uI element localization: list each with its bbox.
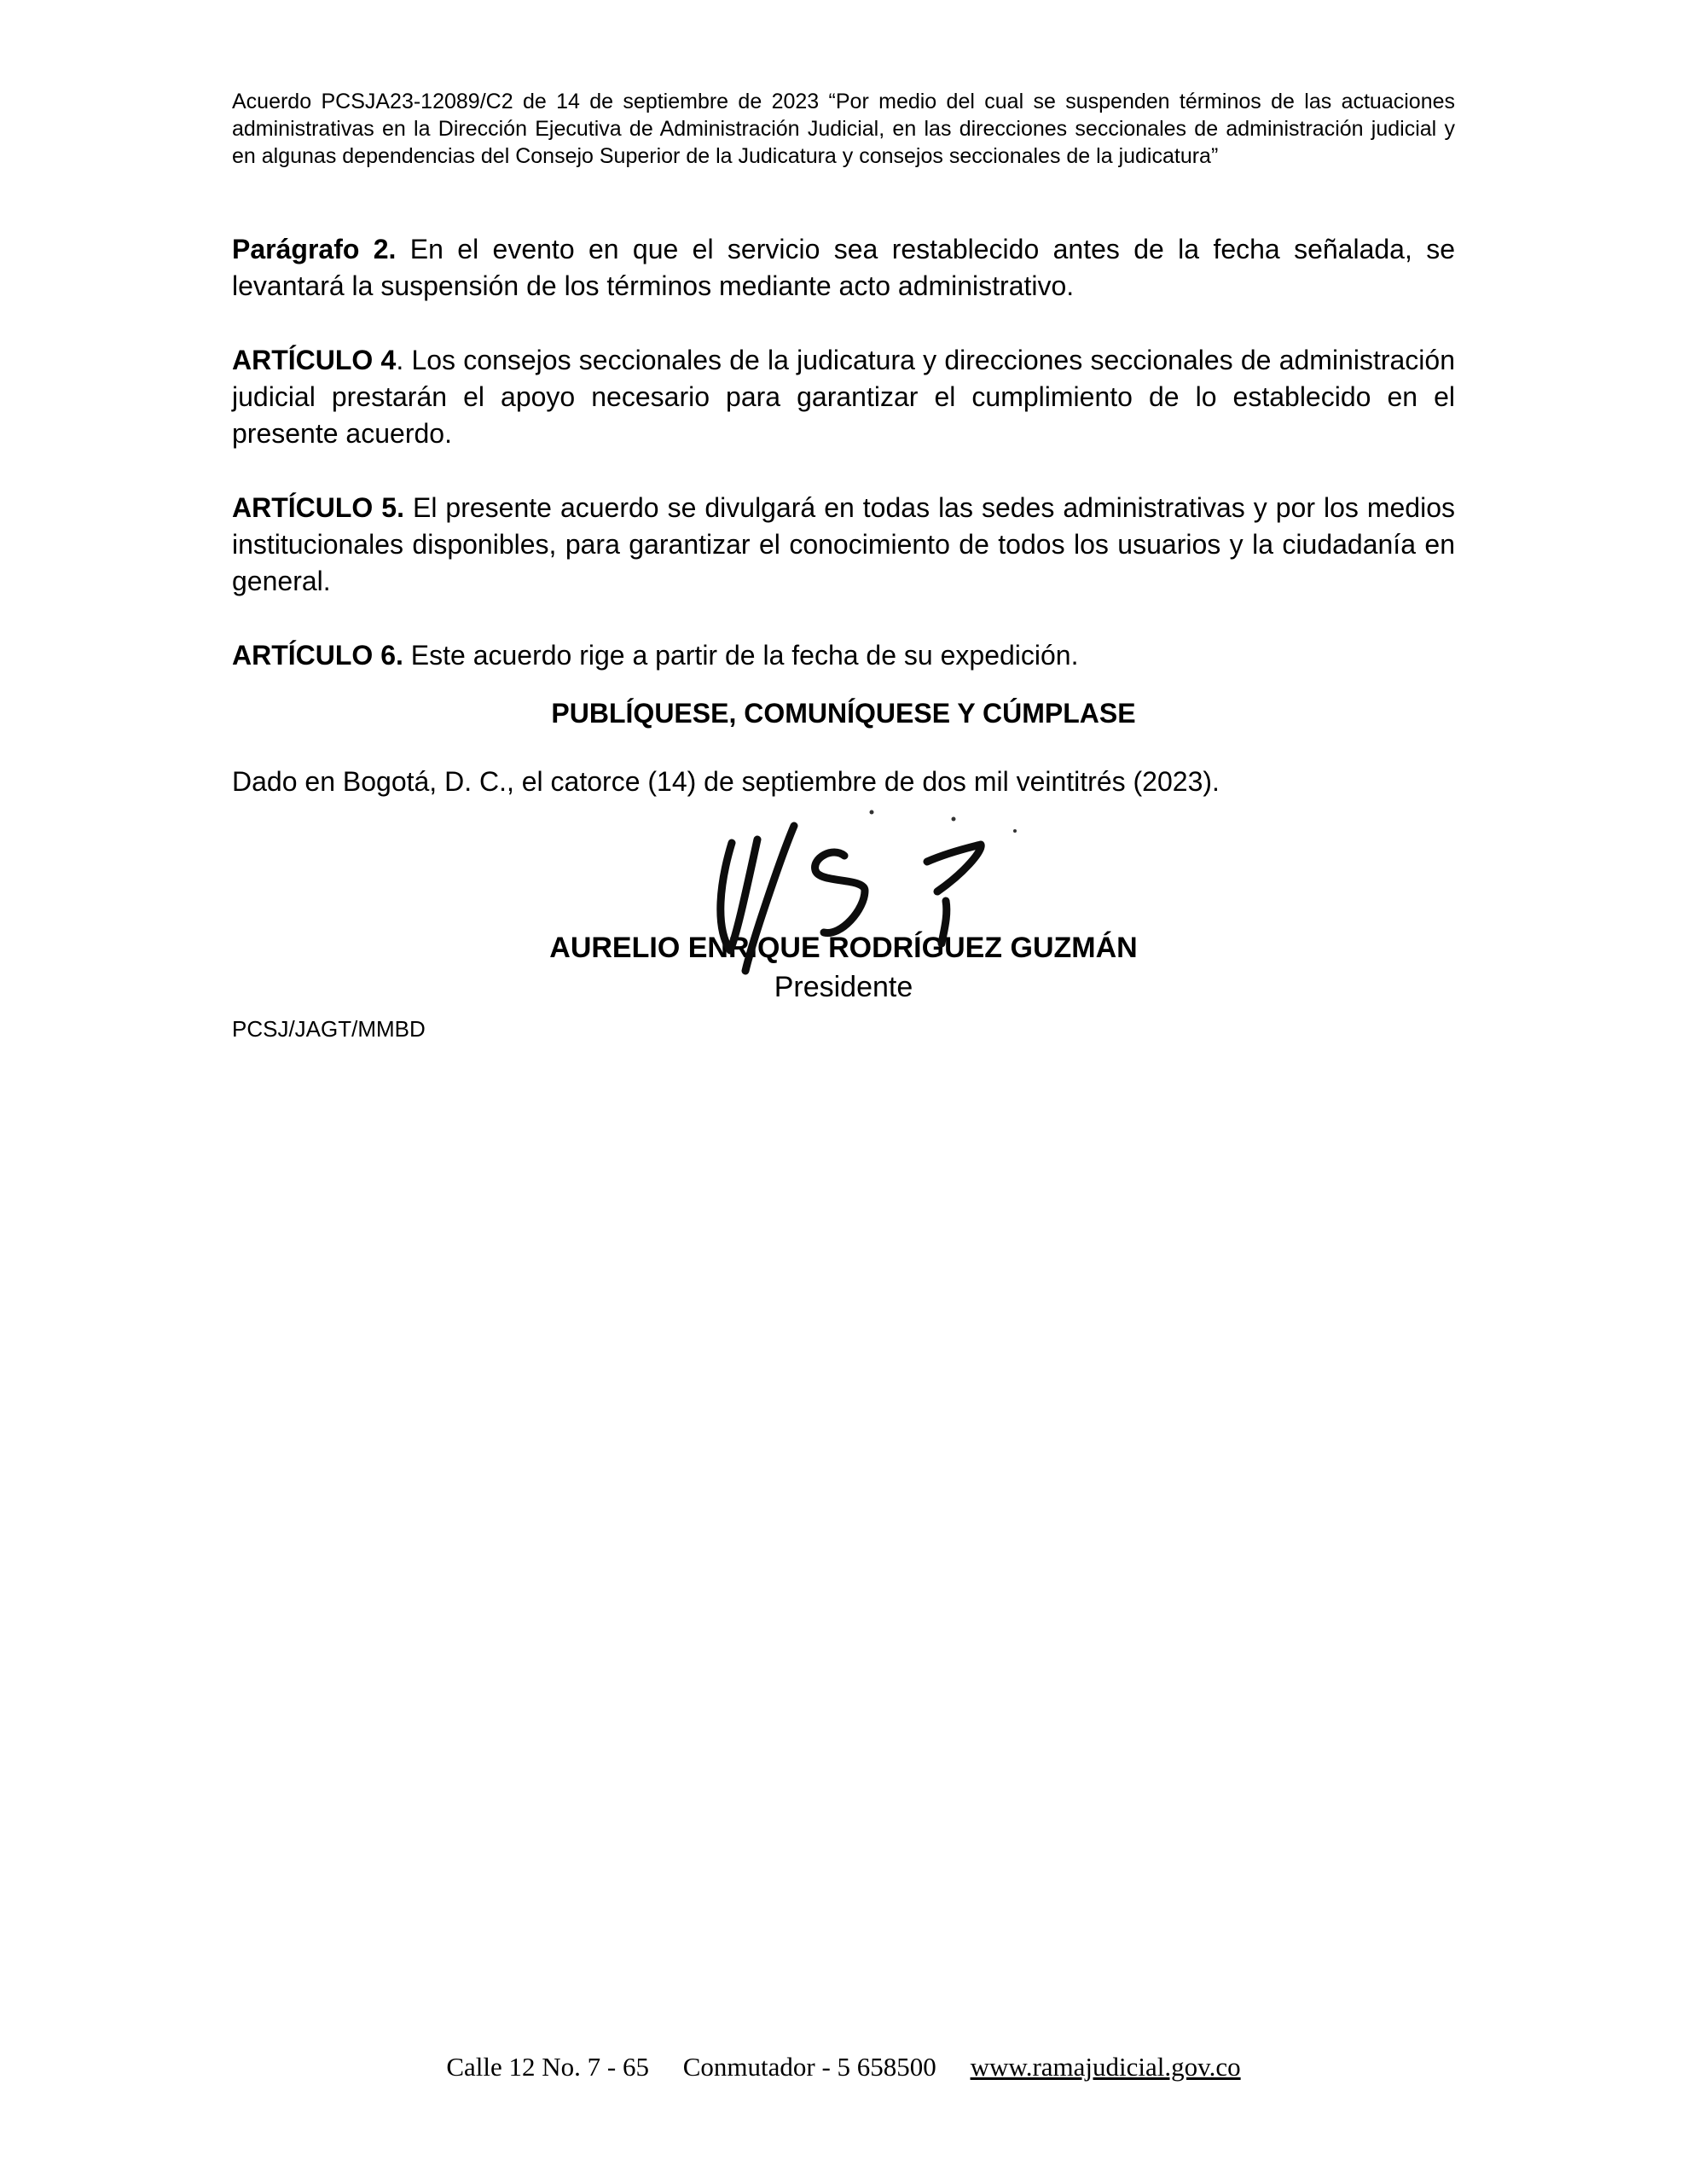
footer-phone: Conmutador - 5 658500: [682, 2052, 936, 2082]
paragraph-articulo-5-text: El presente acuerdo se divulgará en todas las sedes administrativas y por los medios institucionales disponibles, para garantizar el conocimiento de todos los usuarios y la ciudadanía en general.: [232, 492, 1456, 596]
page-footer: [0, 2050, 1687, 2084]
paragraph-paragrafo-2: [232, 231, 1455, 305]
paragraph-articulo-5-lead: ARTÍCULO 5.: [232, 492, 404, 523]
paragraph-paragrafo-2-text: En el evento en que el servicio sea restablecido antes de la fecha señalada, se levantará la suspensión de los términos mediante acto administrativo.: [232, 234, 1456, 301]
signatory-title: Presidente: [774, 971, 913, 1003]
footer-website-link[interactable]: www.ramajudicial.gov.co: [970, 2052, 1241, 2082]
reference-initials: PCSJ/JAGT/MMBD: [232, 1016, 426, 1042]
paragraph-articulo-6-lead: ARTÍCULO 6.: [232, 640, 403, 671]
paragraph-articulo-4-lead: ARTÍCULO 4: [232, 345, 397, 375]
paragraph-articulo-5: [232, 490, 1455, 600]
paragraph-articulo-4: [232, 342, 1455, 452]
paragraph-articulo-4-text: . Los consejos seccionales de la judicatura y direcciones seccionales de administración judicial prestarán el apoyo necesario para garantizar el cumplimiento de lo establecido en el presente acuerdo.: [232, 345, 1456, 449]
dateline: Dado en Bogotá, D. C., el catorce (14) de septiembre de dos mil veintitrés (2023).: [232, 766, 1220, 797]
handwritten-signature-icon: [682, 807, 1023, 1003]
paragraph-articulo-6: [232, 637, 1455, 674]
proclamation-line: PUBLÍQUESE, COMUNÍQUESE Y CÚMPLASE: [551, 698, 1136, 729]
document-content: [232, 0, 1455, 1044]
signature-block: [232, 800, 1455, 1012]
footer-address: Calle 12 No. 7 - 65: [446, 2052, 649, 2082]
paragraph-paragrafo-2-lead: Parágrafo 2.: [232, 234, 397, 264]
header-note: Acuerdo PCSJA23-12089/C2 de 14 de septiembre de 2023 “Por medio del cual se suspenden términos de las actuaciones administrativas en la Dirección Ejecutiva de Administración Judicial, en las direcciones seccionales de administración judicial y en algunas dependencias del Consejo Superior de la Judicatura y consejos seccionales de la judicatura”: [232, 90, 1455, 168]
signatory-name: AURELIO ENRIQUE RODRÍGUEZ GUZMÁN: [549, 932, 1138, 964]
paragraph-articulo-6-text: Este acuerdo rige a partir de la fecha de su expedición.: [403, 640, 1079, 671]
